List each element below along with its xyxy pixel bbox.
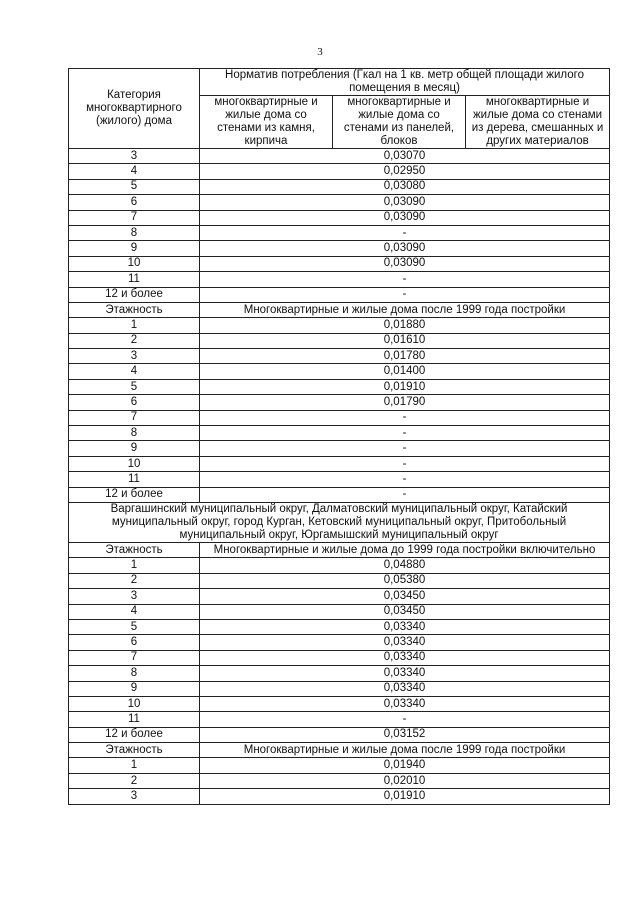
table-row (69, 558, 610, 573)
table-row (69, 410, 610, 425)
floor-cell: 6 (69, 635, 200, 650)
floor-cell: 9 (69, 441, 200, 456)
norm-value-cell: 0,01940 (200, 758, 610, 773)
table-row (69, 666, 610, 681)
table-row (69, 681, 610, 696)
floor-cell: 1 (69, 558, 200, 573)
table-row (69, 426, 610, 441)
floor-cell: 6 (69, 395, 200, 410)
floor-cell: 7 (69, 210, 200, 225)
table-row (69, 696, 610, 711)
table-row (69, 487, 610, 502)
floors-label: Этажность (69, 302, 200, 317)
table-row (69, 241, 610, 256)
table-row (69, 589, 610, 604)
table-row (69, 758, 610, 773)
floor-cell: 1 (69, 758, 200, 773)
table-row (69, 287, 610, 302)
norm-value-cell: 0,03340 (200, 619, 610, 634)
norm-value-cell: 0,01880 (200, 318, 610, 333)
table-row (69, 472, 610, 487)
floor-cell: 12 и более (69, 487, 200, 502)
norm-value-cell: - (200, 487, 610, 502)
table-row (69, 164, 610, 179)
norm-value-cell: 0,02010 (200, 773, 610, 788)
section-title: Многоквартирные и жилые дома после 1999 года постройки (200, 743, 610, 758)
floor-cell: 4 (69, 364, 200, 379)
stone-walls-header: многоквартирные и жилые дома со стенами из камня, кирпича (200, 96, 333, 149)
table-row (69, 635, 610, 650)
table-row (69, 441, 610, 456)
norm-value-cell: - (200, 472, 610, 487)
header-row (69, 69, 610, 96)
table-row (69, 650, 610, 665)
floor-cell: 2 (69, 573, 200, 588)
floor-cell: 4 (69, 604, 200, 619)
floor-cell: 2 (69, 773, 200, 788)
norm-value-cell: 0,03090 (200, 195, 610, 210)
table-row (69, 210, 610, 225)
table-row (69, 364, 610, 379)
region-title: Варгашинский муниципальный округ, Далматовский муниципальный округ, Катайский муниципальный округ, город Курган, Кетовский муниципальный округ, Притобольный муниципальный округ, Юргамышский муниципальный округ (69, 502, 610, 542)
floor-cell: 12 и более (69, 727, 200, 742)
panel-walls-header: многоквартирные и жилые дома со стенами из панелей, блоков (333, 96, 466, 149)
norm-value-cell: 0,01780 (200, 349, 610, 364)
floor-cell: 10 (69, 696, 200, 711)
page-number: 3 (317, 46, 323, 58)
floor-cell: 7 (69, 650, 200, 665)
table-row (69, 256, 610, 271)
norm-value-cell: 0,01400 (200, 364, 610, 379)
norm-value-cell: 0,01910 (200, 789, 610, 804)
norm-value-cell: 0,03340 (200, 666, 610, 681)
norm-value-cell: - (200, 225, 610, 240)
table-row (69, 727, 610, 742)
norm-value-cell: 0,01790 (200, 395, 610, 410)
table-row (69, 712, 610, 727)
table-row (69, 149, 610, 164)
floor-cell: 3 (69, 149, 200, 164)
table-row (69, 318, 610, 333)
norm-value-cell: 0,03080 (200, 179, 610, 194)
table-row (69, 619, 610, 634)
floors-label: Этажность (69, 542, 200, 557)
norm-value-cell: - (200, 456, 610, 471)
table-row (69, 179, 610, 194)
floor-cell: 1 (69, 318, 200, 333)
floor-cell: 3 (69, 589, 200, 604)
norm-value-cell: 0,03090 (200, 210, 610, 225)
table-row (69, 195, 610, 210)
table-row (69, 604, 610, 619)
region-row (69, 502, 610, 542)
norm-value-cell: 0,03090 (200, 256, 610, 271)
floor-cell: 11 (69, 712, 200, 727)
section-header-row (69, 743, 610, 758)
floor-cell: 10 (69, 456, 200, 471)
norm-value-cell: - (200, 272, 610, 287)
norm-value-cell: - (200, 426, 610, 441)
norm-value-cell: - (200, 441, 610, 456)
norm-value-cell: 0,03152 (200, 727, 610, 742)
floor-cell: 10 (69, 256, 200, 271)
floor-cell: 12 и более (69, 287, 200, 302)
norm-value-cell: 0,05380 (200, 573, 610, 588)
floor-cell: 11 (69, 272, 200, 287)
floor-cell: 2 (69, 333, 200, 348)
floor-cell: 8 (69, 225, 200, 240)
norm-value-cell: 0,03340 (200, 650, 610, 665)
floor-cell: 8 (69, 666, 200, 681)
floor-cell: 3 (69, 349, 200, 364)
norm-value-cell: - (200, 287, 610, 302)
norm-value-cell: - (200, 410, 610, 425)
table-row (69, 349, 610, 364)
floor-cell: 5 (69, 379, 200, 394)
section-title: Многоквартирные и жилые дома после 1999 года постройки (200, 302, 610, 317)
norm-header: Норматив потребления (Гкал на 1 кв. метр общей площади жилого помещения в месяц) (200, 69, 610, 96)
section-title: Многоквартирные и жилые дома до 1999 года постройки включительно (200, 542, 610, 557)
norm-value-cell: 0,01910 (200, 379, 610, 394)
table-row (69, 456, 610, 471)
floors-label: Этажность (69, 743, 200, 758)
wood-walls-header: многоквартирные и жилые дома со стенами из дерева, смешанных и других материалов (466, 96, 610, 149)
table-row (69, 379, 610, 394)
table-row (69, 773, 610, 788)
section-header-row (69, 542, 610, 557)
table-row (69, 573, 610, 588)
floor-cell: 5 (69, 619, 200, 634)
consumption-norm-table (68, 68, 610, 805)
category-header: Категория многоквартирного (жилого) дома (69, 69, 200, 149)
section-header-row (69, 302, 610, 317)
norm-value-cell: 0,03070 (200, 149, 610, 164)
floor-cell: 9 (69, 681, 200, 696)
floor-cell: 7 (69, 410, 200, 425)
norm-value-cell: 0,03090 (200, 241, 610, 256)
floor-cell: 4 (69, 164, 200, 179)
floor-cell: 9 (69, 241, 200, 256)
floor-cell: 8 (69, 426, 200, 441)
norm-value-cell: 0,03340 (200, 696, 610, 711)
norm-value-cell: 0,01610 (200, 333, 610, 348)
table-row (69, 272, 610, 287)
table-row (69, 395, 610, 410)
norm-value-cell: 0,03450 (200, 604, 610, 619)
norm-value-cell: 0,03340 (200, 681, 610, 696)
table-row (69, 789, 610, 804)
table-row (69, 225, 610, 240)
norm-value-cell: - (200, 712, 610, 727)
floor-cell: 11 (69, 472, 200, 487)
table-row (69, 333, 610, 348)
norm-value-cell: 0,03340 (200, 635, 610, 650)
norm-value-cell: 0,03450 (200, 589, 610, 604)
norm-value-cell: 0,04880 (200, 558, 610, 573)
floor-cell: 5 (69, 179, 200, 194)
norm-value-cell: 0,02950 (200, 164, 610, 179)
floor-cell: 3 (69, 789, 200, 804)
floor-cell: 6 (69, 195, 200, 210)
